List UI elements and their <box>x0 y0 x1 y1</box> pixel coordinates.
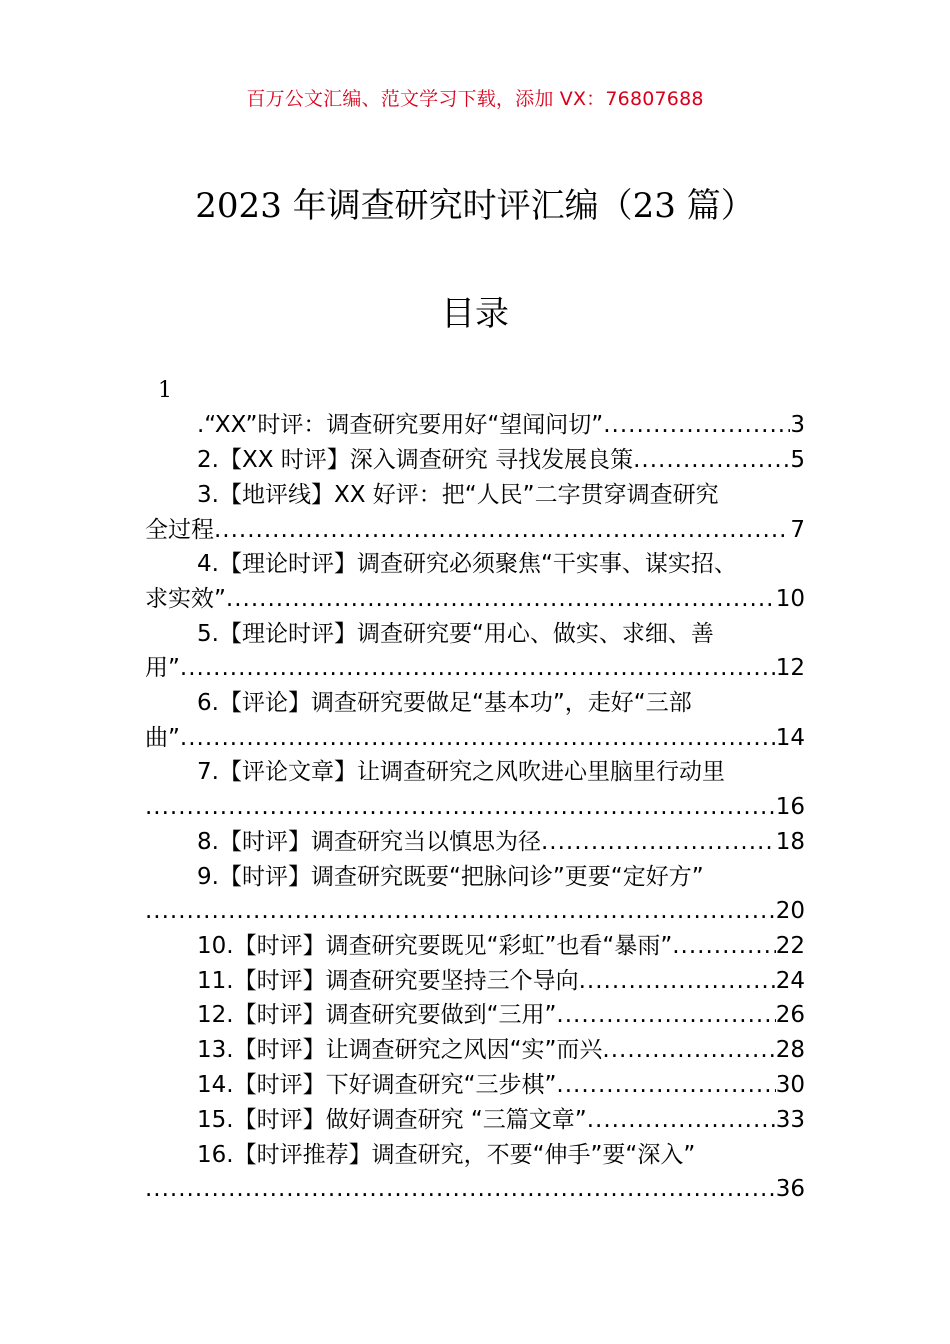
toc-entry-page: 30 <box>775 1072 805 1098</box>
leader-dots <box>180 721 776 755</box>
leader-dots <box>145 1172 776 1206</box>
leader-dots <box>180 651 776 685</box>
toc-entry-page: 3 <box>790 412 805 438</box>
toc-entry-10[interactable] <box>197 929 805 963</box>
toc-entry-page: 22 <box>775 933 805 959</box>
leader-dots <box>633 443 790 477</box>
toc-entry-title: 14.【时评】下好调查研究“三步棋” <box>197 1072 557 1098</box>
toc-entry-2[interactable] <box>197 443 805 477</box>
toc-entry-title: 6.【评论】调查研究要做足“基本功”，走好“三部 <box>197 690 692 716</box>
toc-entry-title: 11.【时评】调查研究要坚持三个导向 <box>197 968 579 994</box>
toc-entry-7-cont[interactable] <box>145 790 805 824</box>
toc-entry-title: 8.【时评】调查研究当以慎思为径 <box>197 829 541 855</box>
toc-entry-page: 10 <box>775 586 805 612</box>
toc-entry-title-cont: 求实效” <box>145 586 226 612</box>
toc-entry-14[interactable] <box>197 1068 805 1102</box>
toc-entry-title-cont: 用” <box>145 655 180 681</box>
toc-entry-15[interactable] <box>197 1103 805 1137</box>
toc-entry-title: 15.【时评】做好调查研究 “三篇文章” <box>197 1107 587 1133</box>
toc-heading: 目录 <box>441 294 509 334</box>
toc-entry-4-cont[interactable] <box>145 582 805 616</box>
toc-entry-3-cont[interactable] <box>145 513 805 547</box>
toc-entry-page: 24 <box>775 968 805 994</box>
leader-dots <box>541 825 776 859</box>
leader-dots <box>587 1103 776 1137</box>
footnote-mark: 1 <box>158 378 172 403</box>
toc-entry-title: 12.【时评】调查研究要做到“三用” <box>197 1002 557 1028</box>
toc-entry-page: 26 <box>775 1002 805 1028</box>
leader-dots <box>214 513 790 547</box>
toc-entry-8[interactable] <box>197 825 805 859</box>
toc-entry-page: 33 <box>775 1107 805 1133</box>
leader-dots <box>145 894 776 928</box>
toc-entry-5[interactable] <box>197 617 805 651</box>
toc-entry-page: 36 <box>775 1176 805 1202</box>
toc-entry-5-cont[interactable] <box>145 651 805 685</box>
toc-entry-title: 13.【时评】让调查研究之风因“实”而兴 <box>197 1037 603 1063</box>
toc-entry-9-cont[interactable] <box>145 894 805 928</box>
toc-entry-page: 18 <box>775 829 805 855</box>
toc-entry-9[interactable] <box>197 860 805 894</box>
toc-entry-6[interactable] <box>197 686 805 720</box>
leader-dots <box>556 998 775 1032</box>
document-title: 2023 年调查研究时评汇编（23 篇） <box>195 186 755 226</box>
leader-dots <box>556 1068 775 1102</box>
toc-entry-title: 3.【地评线】XX 好评：把“人民”二字贯穿调查研究 <box>197 482 719 508</box>
leader-dots <box>145 790 776 824</box>
toc-entry-6-cont[interactable] <box>145 721 805 755</box>
toc-entry-7[interactable] <box>197 755 805 789</box>
toc-entry-4[interactable] <box>197 547 805 581</box>
toc-entry-page: 28 <box>775 1037 805 1063</box>
leader-dots <box>602 1033 775 1067</box>
toc-entry-title: 4.【理论时评】调查研究必须聚焦“干实事、谋实招、 <box>197 551 737 577</box>
toc-entry-title: 7.【评论文章】让调查研究之风吹进心里脑里行动里 <box>197 759 725 785</box>
leader-dots <box>672 929 775 963</box>
promo-header: 百万公文汇编、范文学习下载，添加 VX：76807688 <box>246 88 704 110</box>
toc-entry-title: 5.【理论时评】调查研究要“用心、做实、求细、善 <box>197 621 714 647</box>
toc-entry-page: 20 <box>775 898 805 924</box>
toc-entry-title: 2.【XX 时评】深入调查研究 寻找发展良策 <box>197 447 634 473</box>
toc-entry-11[interactable] <box>197 964 805 998</box>
toc-entry-title: 10.【时评】调查研究要既见“彩虹”也看“暴雨” <box>197 933 673 959</box>
toc-entry-page: 16 <box>775 794 805 820</box>
leader-dots <box>579 964 776 998</box>
toc-entry-page: 5 <box>790 447 805 473</box>
toc-entry-page: 14 <box>775 725 805 751</box>
toc-entry-title-cont: 曲” <box>145 725 180 751</box>
toc-entry-page: 7 <box>790 517 805 543</box>
toc-entry-3[interactable] <box>197 478 805 512</box>
toc-entry-title: 16.【时评推荐】调查研究，不要“伸手”要“深入” <box>197 1142 696 1168</box>
toc-entry-16[interactable] <box>197 1138 805 1172</box>
leader-dots <box>226 582 776 616</box>
toc-entry-13[interactable] <box>197 1033 805 1067</box>
toc-entry-1[interactable] <box>197 408 805 442</box>
toc-entry-page: 12 <box>775 655 805 681</box>
toc-entry-title-cont: 全过程 <box>145 517 214 543</box>
toc-entry-title: 9.【时评】调查研究既要“把脉问诊”更要“定好方” <box>197 864 704 890</box>
leader-dots <box>603 408 790 442</box>
toc-entry-title: .“XX”时评：调查研究要用好“望闻问切” <box>197 412 604 438</box>
toc-entry-12[interactable] <box>197 998 805 1032</box>
toc-entry-16-cont[interactable] <box>145 1172 805 1206</box>
